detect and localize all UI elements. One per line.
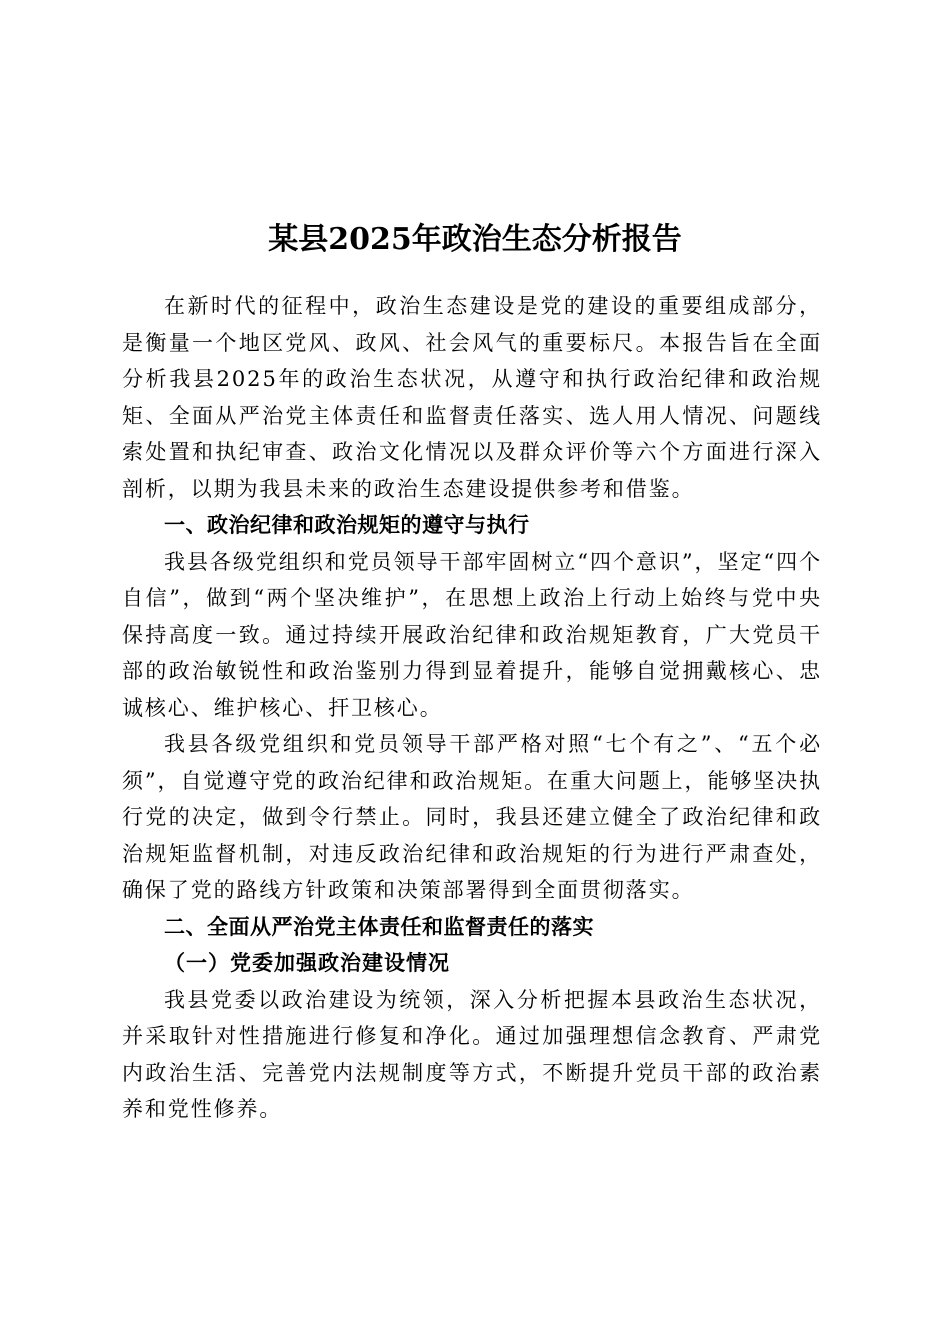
section-1-paragraph-1: 我县各级党组织和党员领导干部牢固树立“四个意识”，坚定“四个自信”，做到“两个坚决维护”，在思想上政治上行动上始终与党中央保持高度一致。通过持续开展政治纪律和政治规矩教育，广大党员干部的政治敏锐性和政治鉴别力得到显着提升，能够自觉拥戴核心、忠诚核心、维护核心、扞卫核心。 [122, 549, 822, 720]
intro-paragraph: 在新时代的征程中，政治生态建设是党的建设的重要组成部分，是衡量一个地区党风、政风、社会风气的重要标尺。本报告旨在全面分析我县2025年的政治生态状况，从遵守和执行政治纪律和政治规矩、全面从严治党主体责任和监督责任落实、选人用人情况、问题线索处置和执纪审查、政治文化情况以及群众评价等六个方面进行深入剖析，以期为我县未来的政治生态建设提供参考和借鉴。 [122, 294, 822, 501]
section-2-paragraph-1: 我县党委以政治建设为统领，深入分析把握本县政治生态状况，并采取针对性措施进行修复和净化。通过加强理想信念教育、严肃党内政治生活、完善党内法规制度等方式，不断提升党员干部的政治素养和党性修养。 [122, 987, 822, 1121]
document-title: 某县2025年政治生态分析报告 [268, 222, 682, 258]
section-1-paragraph-2: 我县各级党组织和党员领导干部严格对照“七个有之”、“五个必须”，自觉遵守党的政治纪律和政治规矩。在重大问题上，能够坚决执行党的决定，做到令行禁止。同时，我县还建立健全了政治纪律和政治规矩监督机制，对违反政治纪律和政治规矩的行为进行严肃查处，确保了党的路线方针政策和决策部署得到全面贯彻落实。 [122, 732, 822, 902]
section-2-subheading: （一）党委加强政治建设情况 [164, 950, 450, 975]
section-1-heading: 一、政治纪律和政治规矩的遵守与执行 [164, 513, 530, 537]
document-body [122, 288, 822, 1128]
section-2-heading: 二、全面从严治党主体责任和监督责任的落实 [164, 914, 594, 939]
